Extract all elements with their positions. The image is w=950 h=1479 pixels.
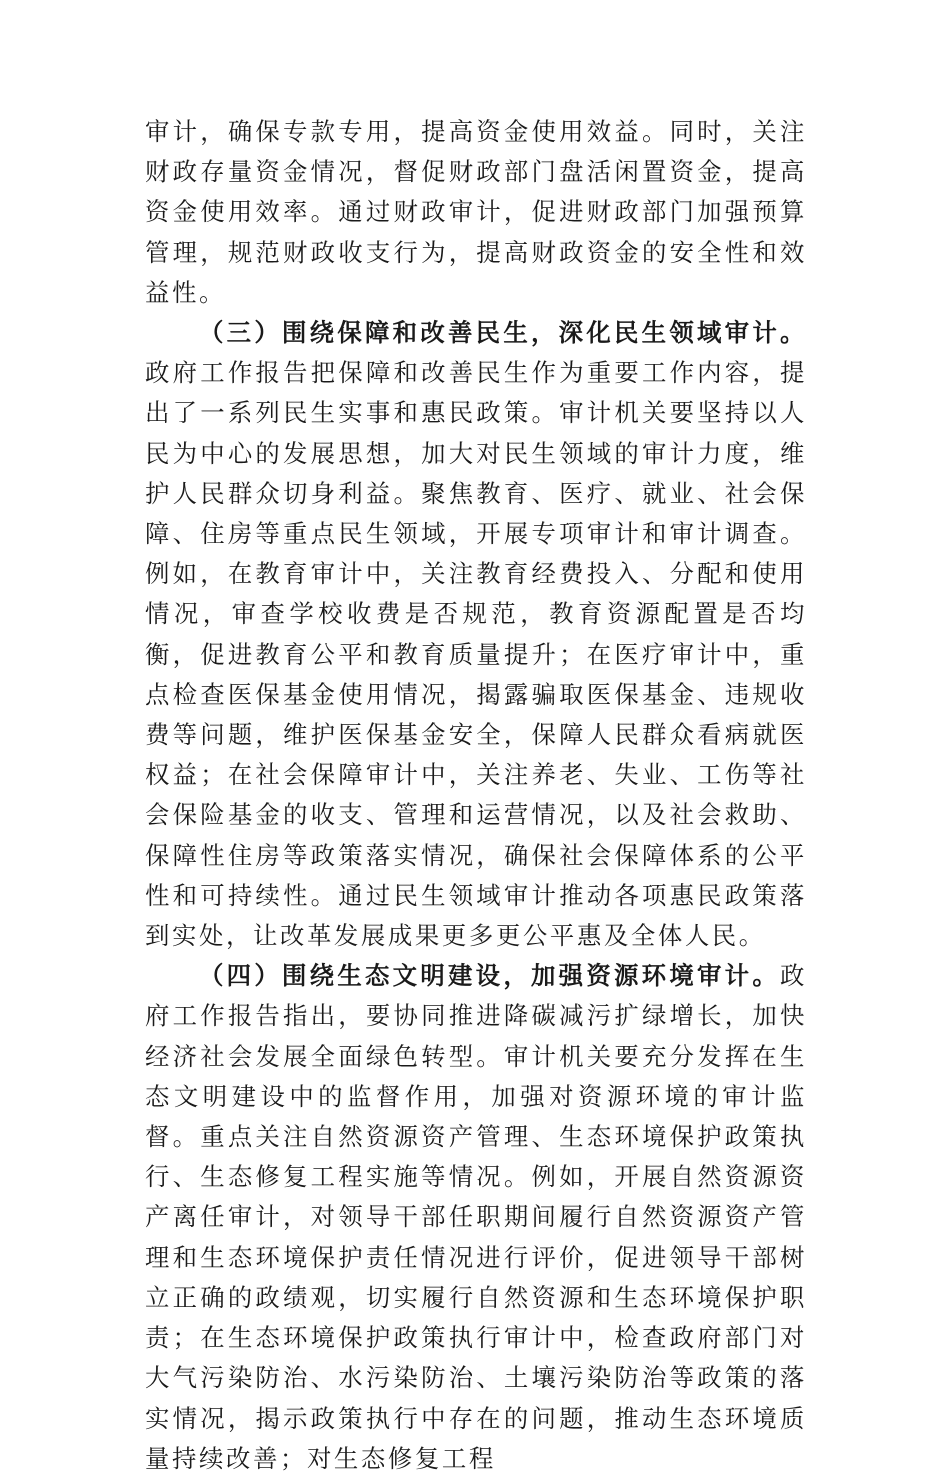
document-body <box>145 112 807 1479</box>
paragraph-body: 审计，确保专款专用，提高资金使用效益。同时，关注财政存量资金情况，督促财政部门盘活闲置资金，提高资金使用效率。通过财政审计，促进财政部门加强预算管理，规范财政收支行为，提高财政资金的安全性和效益性。 <box>145 117 807 307</box>
section-3-heading: （三）围绕保障和改善民生，深化民生领域审计。 <box>199 318 807 348</box>
paragraph-continuation <box>145 112 807 313</box>
paragraph-section-4 <box>145 956 807 1479</box>
section-4-body: 政府工作报告指出，要协同推进降碳减污扩绿增长，加快经济社会发展全面绿色转型。审计机关要充分发挥在生态文明建设中的监督作用，加强对资源环境的审计监督。重点关注自然资源资产管理、生态环境保护政策执行、生态修复工程实施等情况。例如，开展自然资源资产离任审计，对领导干部任职期间履行自然资源资产管理和生态环境保护责任情况进行评价，促进领导干部树立正确的政绩观，切实履行自然资源和生态环境保护职责；在生态环境保护政策执行审计中，检查政府部门对大气污染防治、水污染防治、土壤污染防治等政策的落实情况，揭示政策执行中存在的问题，推动生态环境质量持续改善；对生态修复工程 <box>145 961 807 1473</box>
section-3-body: 政府工作报告把保障和改善民生作为重要工作内容，提出了一系列民生实事和惠民政策。审计机关要坚持以人民为中心的发展思想，加大对民生领域的审计力度，维护人民群众切身利益。聚焦教育、医疗、就业、社会保障、住房等重点民生领域，开展专项审计和审计调查。例如，在教育审计中，关注教育经费投入、分配和使用情况，审查学校收费是否规范，教育资源配置是否均衡，促进教育公平和教育质量提升；在医疗审计中，重点检查医保基金使用情况，揭露骗取医保基金、违规收费等问题，维护医保基金安全，保障人民群众看病就医权益；在社会保障审计中，关注养老、失业、工伤等社会保险基金的收支、管理和运营情况，以及社会救助、保障性住房等政策落实情况，确保社会保障体系的公平性和可持续性。通过民生领域审计推动各项惠民政策落到实处，让改革发展成果更多更公平惠及全体人民。 <box>145 358 807 951</box>
paragraph-section-3 <box>145 313 807 956</box>
section-4-heading: （四）围绕生态文明建设，加强资源环境审计。 <box>199 961 780 991</box>
